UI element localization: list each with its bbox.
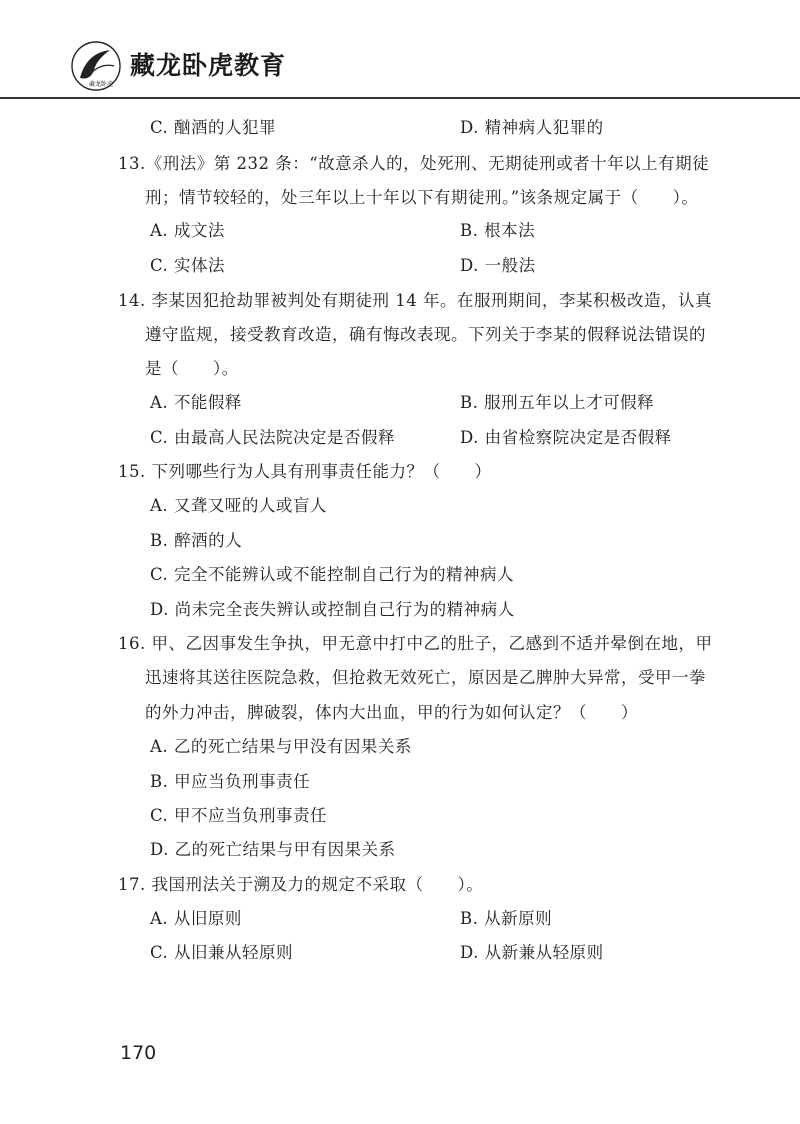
question-14-line-3: 是（ ）。 — [145, 359, 239, 378]
option-a: A. 乙的死亡结果与甲没有因果关系 — [150, 737, 412, 756]
option-d: D. 尚未完全丧失辨认或控制自己行为的精神病人 — [150, 600, 515, 619]
option-d: D. 一般法 — [460, 256, 536, 275]
option-a: A. 从旧原则 — [150, 909, 242, 928]
page-header — [0, 0, 800, 98]
option-a: A. 又聋又哑的人或盲人 — [150, 496, 327, 515]
option-c: C. 由最高人民法院决定是否假释 — [150, 428, 396, 447]
option-c: C. 实体法 — [150, 256, 226, 275]
svg-text:藏龙卧虎: 藏龙卧虎 — [88, 81, 114, 88]
option-d: D. 精神病人犯罪的 — [460, 118, 604, 137]
option-a: A. 成文法 — [150, 221, 225, 240]
option-d: D. 由省检察院决定是否假释 — [460, 428, 672, 447]
option-c: C. 完全不能辨认或不能控制自己行为的精神病人 — [150, 565, 515, 584]
question-14-line-2: 遵守监规，接受教育改造，确有悔改表现。下列关于李某的假释说法错误的 — [145, 325, 706, 344]
option-c: C. 甲不应当负刑事责任 — [150, 806, 328, 825]
option-b: B. 服刑五年以上才可假释 — [460, 393, 655, 412]
option-a: A. 不能假释 — [150, 393, 242, 412]
question-15-line-1: 15. 下列哪些行为人具有刑事责任能力？（ ） — [118, 462, 492, 481]
question-13-line-1: 13.《刑法》第 232 条：“故意杀人的，处死刑、无期徒刑或者十年以上有期徒 — [118, 154, 710, 173]
option-d: D. 乙的死亡结果与甲有因果关系 — [150, 840, 396, 859]
logo-title: 藏龙卧虎教育 — [130, 51, 287, 80]
question-16-line-2: 迅速将其送往医院急救，但抢救无效死亡，原因是乙脾肿大异常，受甲一拳 — [145, 668, 706, 687]
question-14-line-1: 14. 李某因犯抢劫罪被判处有期徒刑 14 年。在服刑期间，李某积极改造，认真 — [118, 291, 712, 310]
option-c: C. 从旧兼从轻原则 — [150, 943, 294, 962]
option-c: C. 酗酒的人犯罪 — [150, 118, 277, 137]
option-b: B. 醉酒的人 — [150, 531, 243, 550]
header-divider — [0, 97, 800, 99]
option-b: B. 从新原则 — [460, 909, 553, 928]
question-16-line-1: 16. 甲、乙因事发生争执，甲无意中打中乙的肚子，乙感到不适并晕倒在地，甲 — [118, 634, 713, 653]
option-d: D. 从新兼从轻原则 — [460, 943, 604, 962]
page-number: 170 — [120, 1042, 157, 1064]
question-13-line-2: 刑；情节较轻的，处三年以上十年以下有期徒刑。”该条规定属于（ ）。 — [145, 188, 699, 207]
option-b: B. 甲应当负刑事责任 — [150, 772, 311, 791]
option-b: B. 根本法 — [460, 221, 536, 240]
question-16-line-3: 的外力冲击，脾破裂，体内大出血，甲的行为如何认定？（ ） — [145, 703, 638, 722]
question-17-line-1: 17. 我国刑法关于溯及力的规定不采取（ ）。 — [118, 875, 484, 894]
logo-mark-icon — [70, 40, 122, 92]
